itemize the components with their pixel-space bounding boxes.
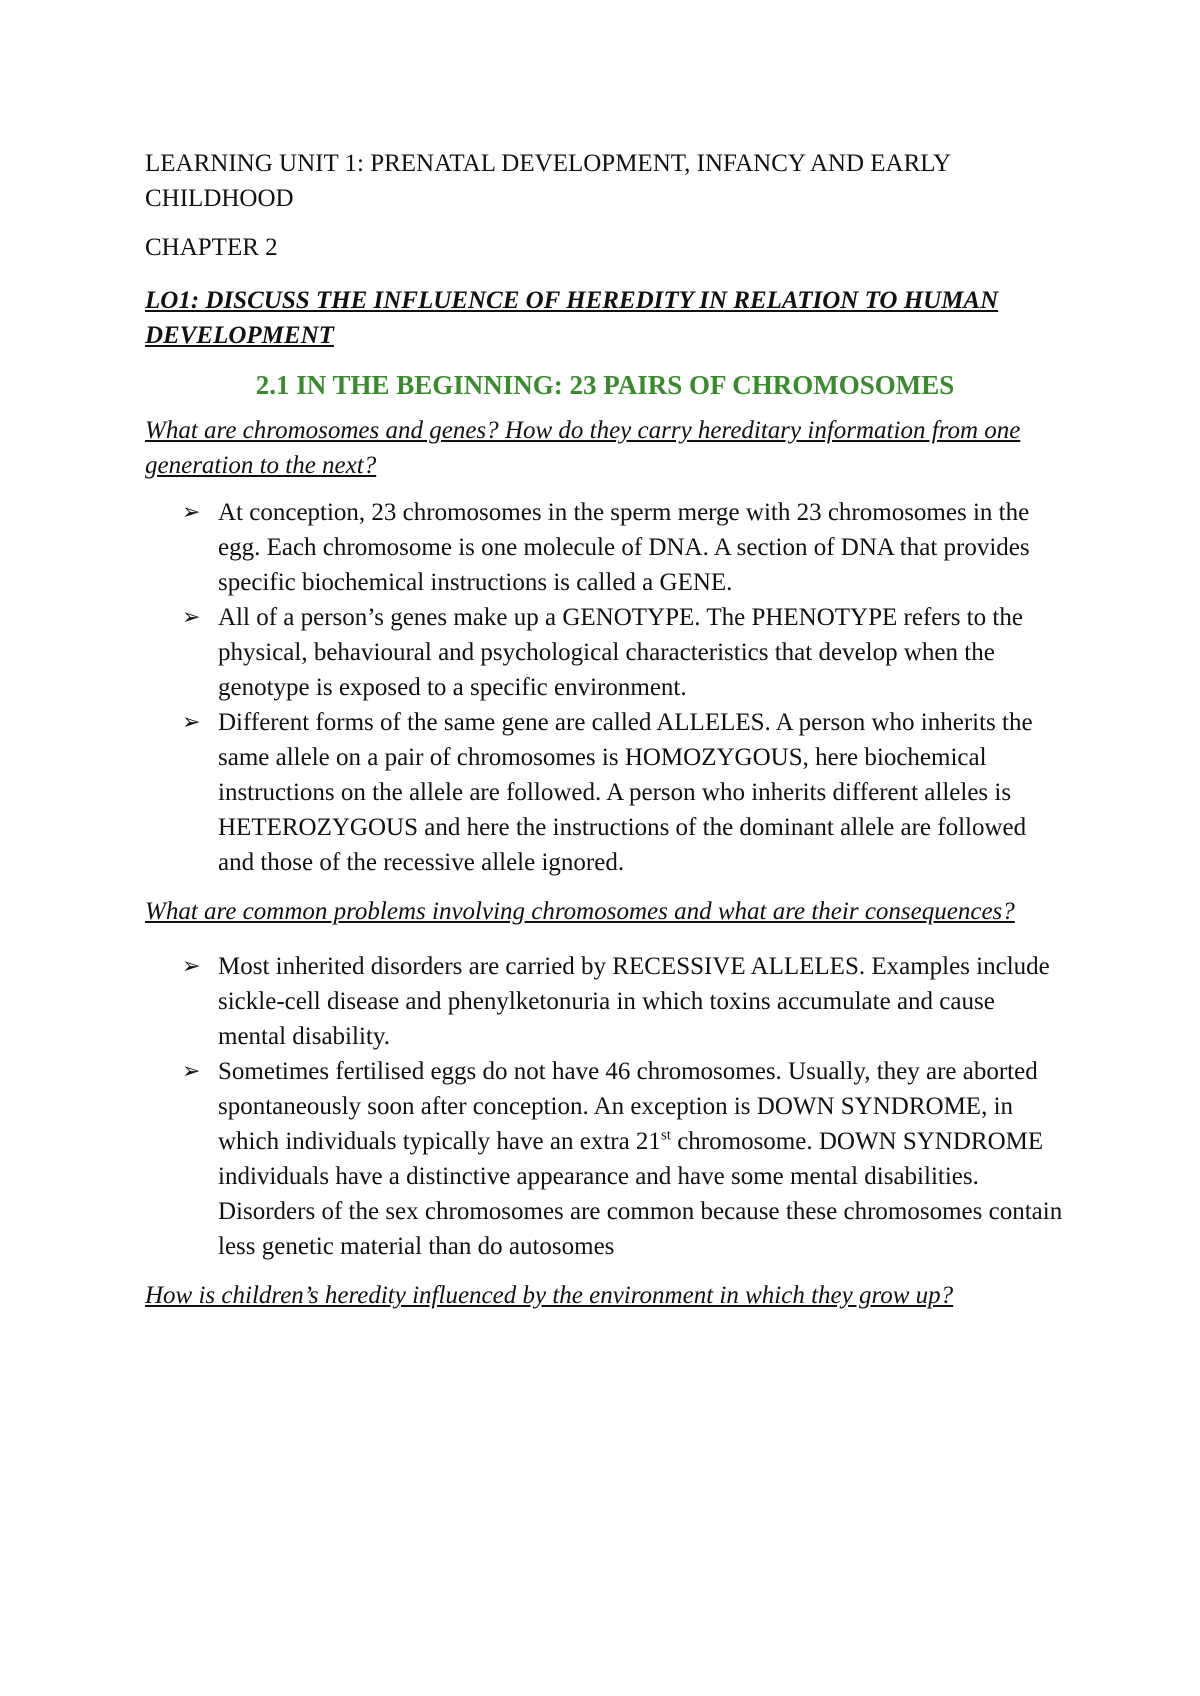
list-item xyxy=(145,949,1065,1054)
unit-title: LEARNING UNIT 1: PRENATAL DEVELOPMENT, INFANCY AND EARLY CHILDHOOD xyxy=(145,150,951,212)
list-item-text: Most inherited disorders are carried by RECESSIVE ALLELES. Examples include sickle-cell disease and phenylketonuria in which toxins accumulate and cause mental disability. xyxy=(218,953,1050,1050)
arrow-bullet-icon: ➢ xyxy=(182,954,201,979)
arrow-bullet-icon: ➢ xyxy=(182,1059,201,1084)
list-item xyxy=(145,1054,1065,1264)
section-title: 2.1 IN THE BEGINNING: 23 PAIRS OF CHROMOSOMES xyxy=(255,370,955,400)
list-item-text: At conception, 23 chromosomes in the sperm merge with 23 chromosomes in the egg. Each chromosome is one molecule of DNA. A section of DNA that provides specific biochemical instructions is called a GENE. xyxy=(218,499,1030,596)
list-item-text: Different forms of the same gene are called ALLELES. A person who inherits the same allele on a pair of chromosomes is HOMOZYGOUS, here biochemical instructions on the allele are followed. A person who inherits different alleles is HETEROZYGOUS and here the instructions of the dominant allele are followed and those of the recessive allele ignored. xyxy=(218,709,1033,876)
list-item xyxy=(145,600,1065,705)
arrow-bullet-icon: ➢ xyxy=(182,500,201,525)
ordinal-suffix: st xyxy=(660,1127,671,1144)
list-item xyxy=(145,705,1065,880)
list-item-text: All of a person’s genes make up a GENOTYPE. The PHENOTYPE refers to the physical, behavioural and psychological characteristics that develop when the genotype is exposed to a specific environment. xyxy=(218,604,1023,701)
bullet-list-heredity xyxy=(145,495,1065,880)
list-item-text-start: Sometimes fertilised eggs do not have 46 chromosomes. Usually, they are aborted spontaneously soon after conception. An exception is DOWN SYNDROME, in which individuals typically have an extra 21 xyxy=(218,1058,1038,1155)
question-environment-heredity: How is children’s heredity influenced by the environment in which they grow up? xyxy=(145,1282,954,1309)
list-item xyxy=(145,495,1065,600)
bullet-list-disorders xyxy=(145,949,1065,1264)
learning-outcome-title: LO1: DISCUSS THE INFLUENCE OF HEREDITY IN RELATION TO HUMAN DEVELOPMENT xyxy=(145,287,999,349)
arrow-bullet-icon: ➢ xyxy=(182,710,201,735)
arrow-bullet-icon: ➢ xyxy=(182,605,201,630)
document-body xyxy=(145,140,1065,1313)
chapter-label: CHAPTER 2 xyxy=(145,234,278,261)
question-chromosomes-genes: What are chromosomes and genes? How do they carry hereditary information from one generation to the next? xyxy=(145,417,1021,479)
list-item-text xyxy=(218,1058,1062,1260)
question-chromosome-problems: What are common problems involving chromosomes and what are their consequences? xyxy=(145,898,1015,925)
list-item-text-end: chromosome. DOWN SYNDROME individuals have a distinctive appearance and have some mental disabilities. Disorders of the sex chromosomes are common because these chromosomes contain less genetic material than do autosomes xyxy=(218,1128,1063,1260)
